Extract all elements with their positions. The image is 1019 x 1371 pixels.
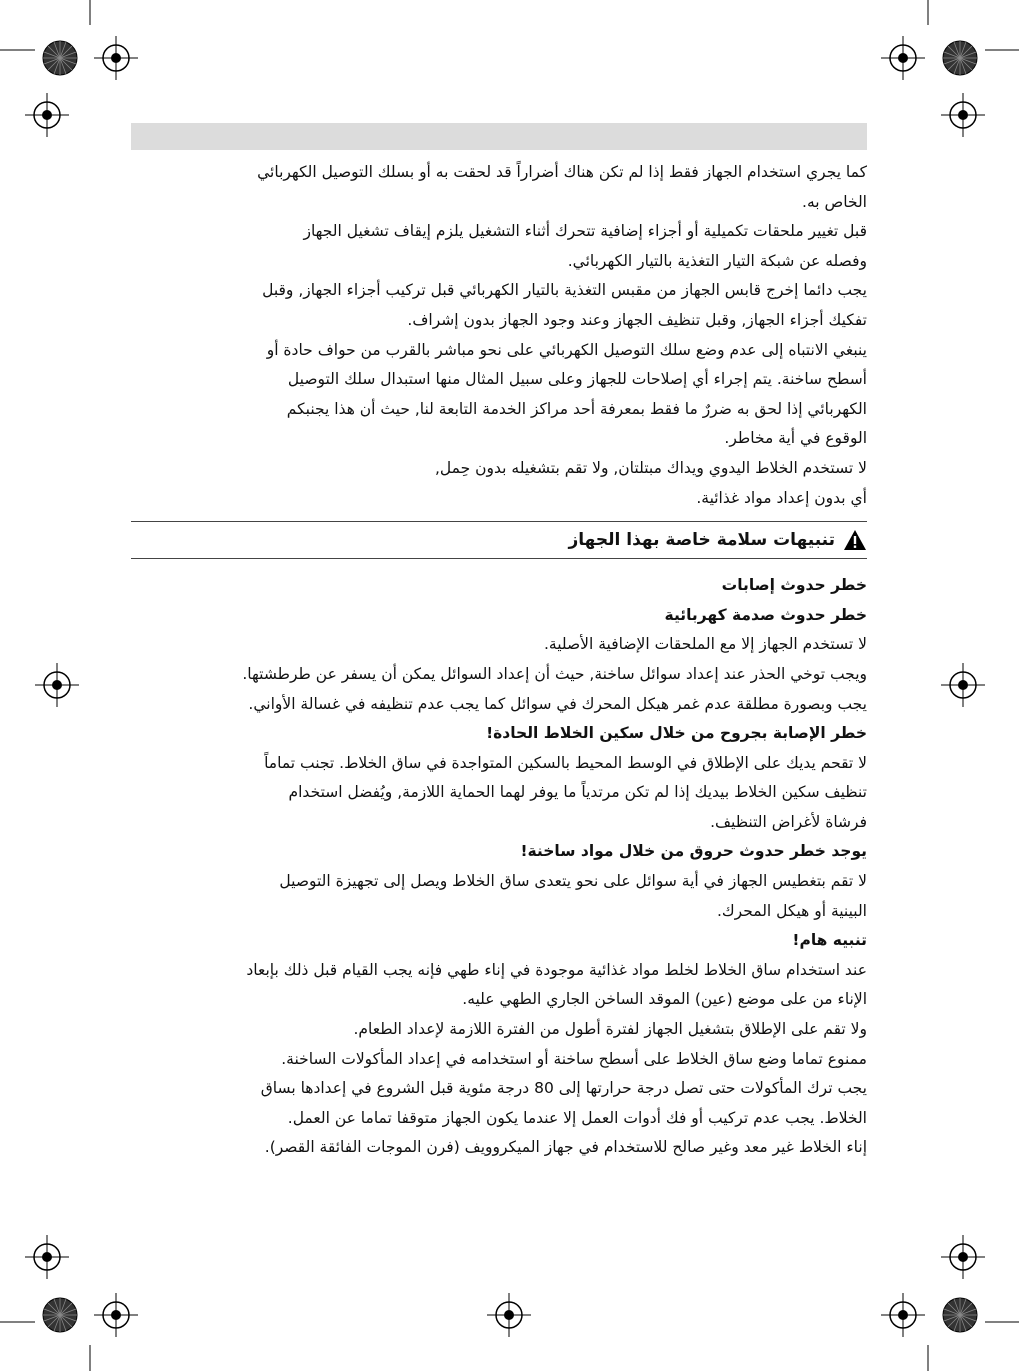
registration-crosshair-left-bottom: [25, 1235, 69, 1279]
text-line: يجب ترك المأكولات حتى تصل درجة حرارتها إلى 80 درجة مئوية قبل الشروع في إعدادها بساق: [260, 1079, 867, 1098]
text-line: لا تستخدم الجهاز إلا مع الملحقات الإضافية الأصلية.: [543, 635, 867, 654]
subheading: خطر حدوث إصابات: [721, 576, 867, 595]
registration-rosette-top-left: [43, 41, 77, 75]
document-body: [131, 158, 867, 1163]
text-line: ممنوع تماما وضع ساق الخلاط على أسطح ساخنة أو استخدامه في إعداد المأكولات الساخنة.: [281, 1049, 867, 1068]
registration-crosshair-top-right: [881, 36, 925, 80]
text-line: وفصله عن شبكة التيار التغذية بالتيار الكهربائي.: [567, 251, 867, 270]
subheading: يوجد خطر حدوث حروق من خلال مواد ساخنة!: [520, 842, 867, 861]
text-line: ولا تقم على الإطلاق بتشغيل الجهاز لفترة أطول من الفترة اللازمة لإعداد الطعام.: [353, 1020, 867, 1039]
text-line: أي بدون إعداد مواد غذائية.: [696, 488, 867, 507]
warning-triangle-icon: [843, 529, 867, 551]
intro-paragraphs: [131, 158, 867, 513]
text-line: كما يجري استخدام الجهاز فقط إذا لم تكن هناك أضراراً قد لحقت به أو بسلك التوصيل الكهربائي: [257, 163, 867, 181]
text-line: تفكيك أجزاء الجهاز, وقبل تنظيف الجهاز وعند وجود الجهاز بدون إشراف.: [407, 310, 867, 329]
registration-crosshair-left-top: [25, 93, 69, 137]
text-line: ينبغي الانتباه إلى عدم وضع سلك التوصيل الكهربائي على نحو مباشر بالقرب من حواف حادة أو: [266, 340, 867, 359]
registration-crosshair-top-left: [94, 36, 138, 80]
text-line: فرشاة لأغراض التنظيف.: [710, 812, 867, 831]
text-line: الوقوع في أية مخاطر.: [724, 429, 867, 448]
header-bar: [131, 123, 867, 150]
text-line: قبل تغيير ملحقات تكميلية أو أجزاء إضافية تتحرك أثناء التشغيل يلزم إيقاف تشغيل الجهاز: [303, 222, 867, 241]
text-line: أسطح ساخنة. يتم إجراء أي إصلاحات للجهاز وعلى سبيل المثال منها استبدال سلك التوصيل: [287, 370, 867, 389]
registration-crosshair-left-middle: [35, 663, 79, 707]
text-line: لا تستخدم الخلاط اليدوي ويداك مبتلتان, ولا تقم بتشغيله بدون حِمل,: [435, 458, 867, 477]
text-line: لا تقحم يديك على الإطلاق في الوسط المحيط بالسكين المتواجدة في ساق الخلاط. تجنب تماماً: [264, 753, 867, 772]
registration-rosette-top-right: [943, 41, 977, 75]
text-line: البينية أو هيكل المحرك.: [716, 901, 867, 920]
text-line: ويجب توخي الحذر عند إعداد سوائل ساخنة, حيث أن إعداد السوائل يمكن أن يسفر عن طرطشتها.: [242, 664, 867, 683]
text-line: الإناء من على موضع (عين) الموقد الساخن الجاري الطهي عليه.: [462, 990, 867, 1009]
registration-crosshair-bottom-right: [881, 1293, 925, 1337]
registration-crosshair-right-top: [941, 93, 985, 137]
text-line: تنظيف سكين الخلاط بيديك إذا لم تكن مرتدياً ما يوفر لهما الحماية اللازمة, ويُفضل استخدام: [288, 783, 867, 802]
registration-crosshair-right-middle: [941, 663, 985, 707]
registration-crosshair-bottom-center: [487, 1293, 531, 1337]
subheading: تنبيه هام!: [792, 931, 867, 950]
registration-rosette-bottom-left: [43, 1298, 77, 1332]
registration-crosshair-bottom-left: [94, 1293, 138, 1337]
text-line: يجب وبصورة مطلقة عدم غمر هيكل المحرك في سوائل كما يجب عدم تنظيفه في غسالة الأواني.: [248, 694, 867, 713]
subheading: خطر الإصابة بجروح من خلال سكين الخلاط الحادة!: [486, 724, 867, 743]
text-line: عند استخدام ساق الخلاط لخلط مواد غذائية موجودة في إناء طهي فإنه يجب القيام قبل ذلك بإبعاد: [246, 960, 867, 979]
text-line: الخلاط. يجب عدم تركيب أو فك أدوات العمل إلا عندما يكون الجهاز متوقفا تماما عن العمل.: [287, 1108, 867, 1127]
text-line: يجب دائما إخرج قابس الجهاز من مقبس التغذية بالتيار الكهربائي قبل تركيب أجزاء الجهاز, وقبل: [262, 281, 867, 300]
registration-crosshair-right-bottom: [941, 1235, 985, 1279]
registration-rosette-bottom-right: [943, 1298, 977, 1332]
text-line: الكهربائي إذا لحق به ضررٌ ما فقط بمعرفة أحد مراكز الخدمة التابعة لنا, حيث أن هذا يجنبكم: [286, 399, 867, 418]
text-line: الخاص به.: [802, 192, 867, 211]
section-title: تنبيهات سلامة خاصة بهذا الجهاز: [568, 530, 835, 551]
safety-section-header: [131, 521, 867, 559]
text-line: لا تقم بتغطيس الجهاز في أية سوائل على نحو يتعدى ساق الخلاط ويصل إلى تجهيزة التوصيل: [279, 872, 867, 891]
subheading: خطر حدوث صدمة كهربائية: [664, 605, 867, 624]
safety-body: [131, 571, 867, 1163]
text-line: إناء الخلاط غير معد وغير صالح للاستخدام في جهاز الميكروويف (فرن الموجات الفائقة القصر).: [264, 1138, 867, 1157]
